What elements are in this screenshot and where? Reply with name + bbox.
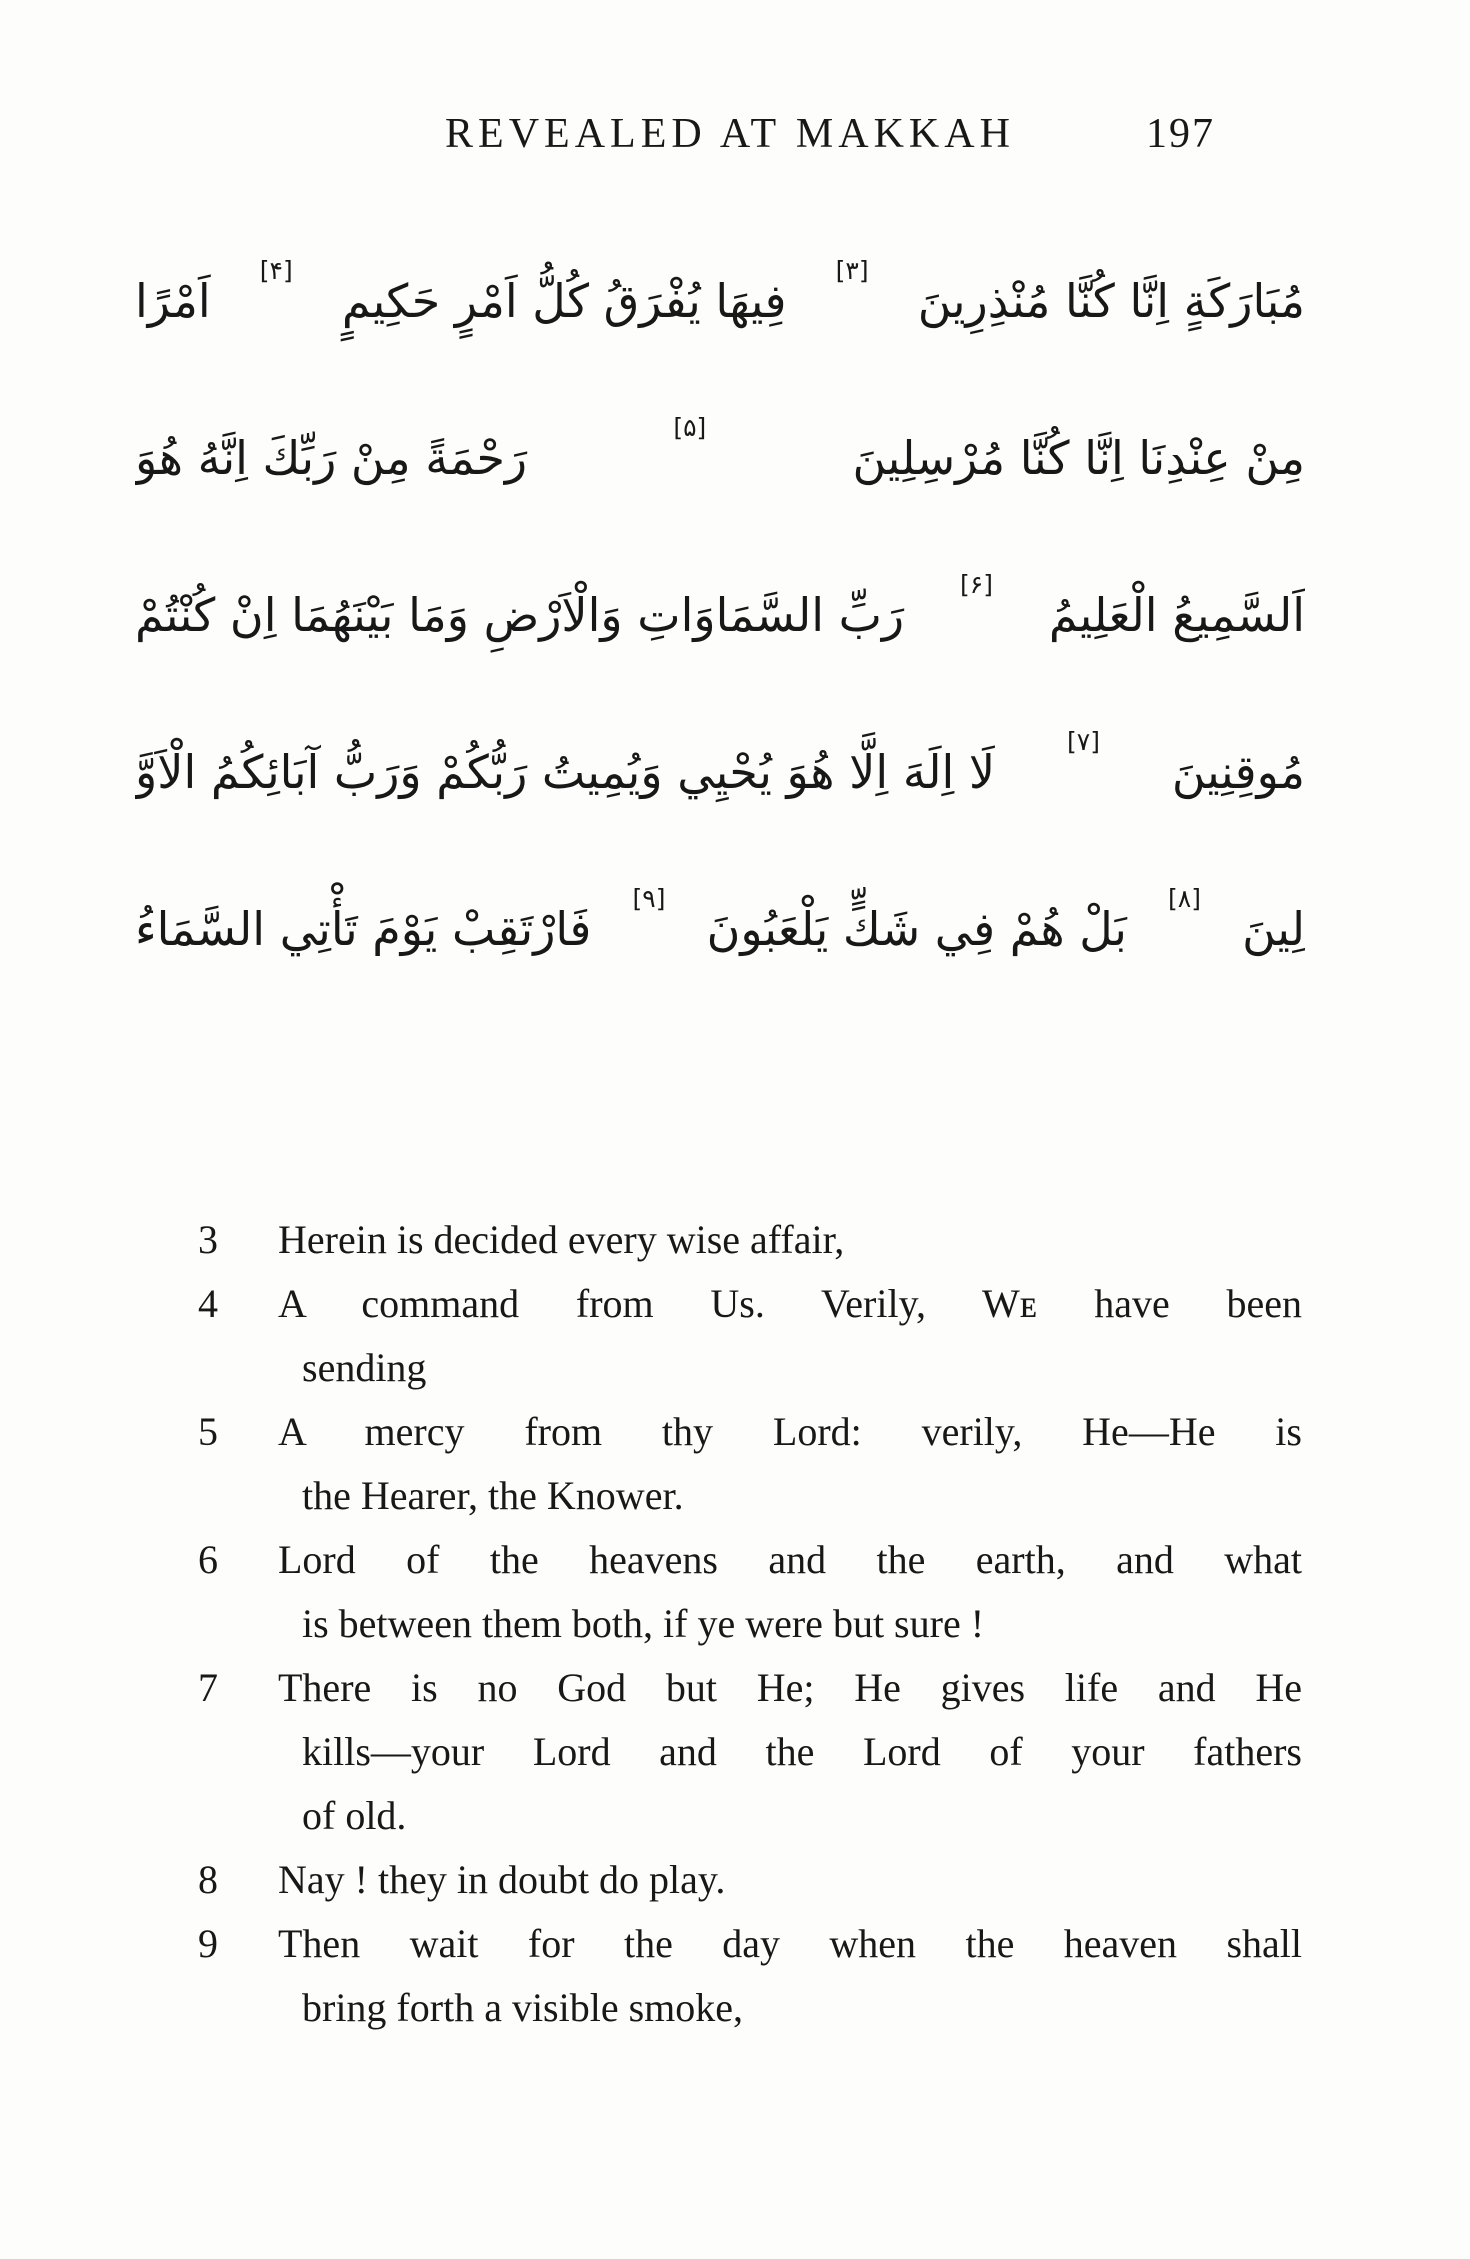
arabic-text-segment: لَا اِلَهَ اِلَّا هُوَ يُحْيِي وَيُمِيتُ رَبُّكُمْ وَرَبُّ آبَائِكُمُ الْاَوَّ (135, 744, 996, 799)
verse-number-marker: [۹] (632, 884, 666, 913)
verse-number-marker: [۶] (960, 570, 993, 599)
verse-number-marker: [۵] (673, 413, 707, 442)
arabic-text-segment: اَمْرًا (135, 273, 211, 328)
verse-number-marker: [۴] (259, 256, 293, 285)
arabic-scripture-block (135, 222, 1305, 1007)
verse-line: Herein is decided every wise affair, (278, 1217, 845, 1262)
verse-line: Then wait for the day when the heaven shall (278, 1921, 1302, 1966)
verse-item (198, 1848, 1302, 1912)
verse-number-marker: [۳] (835, 256, 869, 285)
verse-line: of old. (302, 1793, 407, 1838)
arabic-text-segment: بَلْ هُمْ فِي شَكٍّ يَلْعَبُونَ (706, 901, 1127, 956)
verse-number-marker: [۸] (1168, 884, 1201, 913)
arabic-text-segment: رَبِّ السَّمَاوَاتِ وَالْاَرْضِ وَمَا بَيْنَهُمَا اِنْ كُنْتُمْ (135, 587, 905, 642)
arabic-text-segment: لِينَ (1242, 901, 1305, 956)
arabic-line (135, 379, 1305, 536)
verse-line: is between them both, if ye were but sure ! (302, 1601, 985, 1646)
arabic-line (135, 850, 1305, 1007)
verse-line: Nay ! they in doubt do play. (278, 1857, 726, 1902)
verse-line: kills—your Lord and the Lord of your fathers (302, 1729, 1302, 1774)
verse-item (198, 1272, 1302, 1400)
verse-item (198, 1400, 1302, 1528)
verse-line: sending (302, 1345, 427, 1390)
arabic-line (135, 536, 1305, 693)
verse-number: 5 (198, 1409, 218, 1454)
arabic-text-segment: اَلسَّمِيعُ الْعَلِيمُ (1048, 587, 1305, 642)
verse-number: 9 (198, 1921, 218, 1966)
arabic-text-segment: مُبَارَكَةٍ اِنَّا كُنَّا مُنْذِرِينَ (917, 273, 1305, 328)
verse-line: A mercy from thy Lord: verily, He—He is (278, 1409, 1302, 1454)
verse-item (198, 1208, 1302, 1272)
translation-block (198, 1208, 1302, 2040)
verse-number: 7 (198, 1665, 218, 1710)
page-number: 197 (1146, 111, 1215, 157)
verse-line: A command from Us. Verily, Wᴇ have been (278, 1281, 1302, 1326)
arabic-line (135, 693, 1305, 850)
verse-item (198, 1528, 1302, 1656)
verse-line: There is no God but He; He gives life and He (278, 1665, 1302, 1710)
verse-number-marker: [۷] (1067, 727, 1100, 756)
arabic-text-segment: مُوقِنِينَ (1171, 744, 1305, 799)
verse-item (198, 1912, 1302, 2040)
verse-number: 8 (198, 1857, 218, 1902)
verse-number: 4 (198, 1281, 218, 1326)
arabic-text-segment: فَارْتَقِبْ يَوْمَ تَأْتِي السَّمَاءُ (135, 901, 592, 956)
verse-item (198, 1656, 1302, 1848)
verse-line: the Hearer, the Knower. (302, 1473, 684, 1518)
arabic-text-segment: مِنْ عِنْدِنَا اِنَّا كُنَّا مُرْسِلِينَ (852, 430, 1305, 485)
page-header-title: REVEALED AT MAKKAH (445, 111, 1015, 157)
arabic-text-segment: فِيهَا يُفْرَقُ كُلُّ اَمْرٍ حَكِيمٍ (341, 273, 787, 328)
verse-number: 3 (198, 1217, 218, 1262)
verse-number: 6 (198, 1537, 218, 1582)
arabic-line (135, 222, 1305, 379)
verse-line: bring forth a visible smoke, (302, 1985, 744, 2030)
verse-line: Lord of the heavens and the earth, and what (278, 1537, 1302, 1582)
arabic-text-segment: رَحْمَةً مِنْ رَبِّكَ اِنَّهُ هُوَ (135, 430, 528, 485)
